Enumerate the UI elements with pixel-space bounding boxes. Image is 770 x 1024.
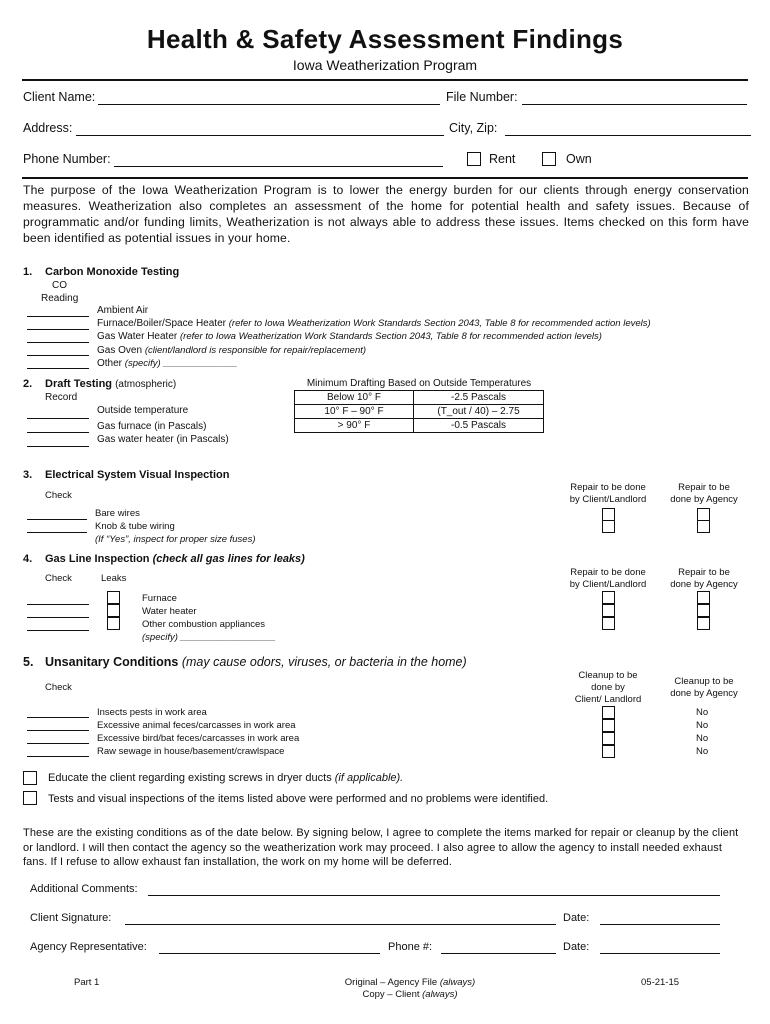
additional-comments-label: Additional Comments: xyxy=(30,883,138,895)
section3-col-check: Check xyxy=(45,490,72,501)
elec-item-knob-tube: Knob & tube wiring xyxy=(95,521,175,532)
gas-furnace-client-checkbox[interactable] xyxy=(602,591,615,604)
rent-checkbox[interactable] xyxy=(467,152,481,166)
gas-other-field[interactable] xyxy=(27,630,89,631)
gas-item-water-heater: Water heater xyxy=(142,606,197,617)
section3-repair-client-header: Repair to be done by Client/Landlord xyxy=(569,482,647,505)
gas-item-other: Other combustion appliances xyxy=(142,619,266,630)
drafting-cell: -2.5 Pascals xyxy=(414,391,544,405)
city-zip-field[interactable] xyxy=(505,135,751,136)
section4-col-leaks: Leaks xyxy=(101,573,127,584)
agreement-paragraph: These are the existing conditions as of the date below. By signing below, I agree to complete the items marked for repair or cleanup by the client or landlord. I will then contact the agency so the weatherization work may proceed. I also agree to allow the agency to install needed exhaust fans. If I refuse to allow exhaust fan installation, the work on my home will be deferred. xyxy=(23,827,739,868)
co-ambient-field[interactable] xyxy=(27,316,89,317)
unsanitary-bird-field[interactable] xyxy=(27,743,89,744)
gas-furnace-leak-checkbox[interactable] xyxy=(107,591,120,604)
file-number-field[interactable] xyxy=(522,104,747,105)
no-problems-checkbox[interactable] xyxy=(23,791,37,805)
rent-label: Rent xyxy=(489,152,516,166)
section1-number: 1. xyxy=(23,266,33,278)
file-number-label: File Number: xyxy=(446,90,518,104)
section2-title: Draft Testing (atmospheric) xyxy=(45,378,177,390)
drafting-cell: (T_out / 40) – 2.75 xyxy=(414,405,544,419)
gas-water-heater-client-checkbox[interactable] xyxy=(602,604,615,617)
drafting-table xyxy=(294,390,544,433)
co-item-oven: Gas Oven (client/landlord is responsible for repair/replacement) xyxy=(97,345,367,356)
co-item-water-heater: Gas Water Heater (refer to Iowa Weatherization Work Standards Section 2043, Table 8 for recommended action levels) xyxy=(97,331,602,342)
gas-water-heater-agency-checkbox[interactable] xyxy=(697,604,710,617)
section5-cleanup-agency-header: Cleanup to be done by Agency xyxy=(670,676,738,699)
unsanitary-sewage-field[interactable] xyxy=(27,756,89,757)
footer-part: Part 1 xyxy=(74,977,100,988)
phone-number-label: Phone Number: xyxy=(23,152,111,166)
no-problems-label: Tests and visual inspections of the items listed above were performed and no problems were identified. xyxy=(48,793,549,805)
unsanitary-animal-client-checkbox[interactable] xyxy=(602,719,615,732)
agency-phone-label: Phone #: xyxy=(388,941,433,953)
gas-furnace-agency-checkbox[interactable] xyxy=(697,591,710,604)
elec-knob-tube-field[interactable] xyxy=(27,532,87,533)
unsanitary-sewage-agency-value: No xyxy=(696,746,709,757)
section4-col-check: Check xyxy=(45,573,72,584)
co-furnace-field[interactable] xyxy=(27,329,89,330)
city-zip-label: City, Zip: xyxy=(449,121,498,135)
elec-knob-tube-client-checkbox[interactable] xyxy=(602,520,615,533)
header-rule xyxy=(22,79,748,81)
draft-furnace-field[interactable] xyxy=(27,432,89,433)
drafting-cell: Below 10° F xyxy=(295,391,414,405)
co-water-heater-field[interactable] xyxy=(27,342,89,343)
client-date-label: Date: xyxy=(563,912,590,924)
elec-knob-tube-agency-checkbox[interactable] xyxy=(697,520,710,533)
section5-cleanup-client-header: Cleanup to be done by Client/ Landlord xyxy=(574,670,642,705)
section5-col-check: Check xyxy=(45,682,72,693)
educate-client-checkbox[interactable] xyxy=(23,771,37,785)
draft-item-water-heater: Gas water heater (in Pascals) xyxy=(97,434,229,445)
client-date-field[interactable] xyxy=(600,924,720,925)
draft-outside-temp-field[interactable] xyxy=(27,418,89,419)
address-label: Address: xyxy=(23,121,73,135)
unsanitary-insects-field[interactable] xyxy=(27,717,89,718)
agency-date-label: Date: xyxy=(563,941,590,953)
section2-number: 2. xyxy=(23,378,33,390)
unsanitary-sewage-client-checkbox[interactable] xyxy=(602,745,615,758)
gas-water-heater-leak-checkbox[interactable] xyxy=(107,604,120,617)
unsanitary-item-bird: Excessive bird/bat feces/carcasses in work area xyxy=(97,733,300,744)
unsanitary-insects-agency-value: No xyxy=(696,707,709,718)
elec-note-fuses: (If “Yes”, inspect for proper size fuses) xyxy=(95,534,256,545)
draft-item-outside-temp: Outside temperature xyxy=(97,405,189,416)
drafting-row xyxy=(295,419,544,433)
unsanitary-animal-agency-value: No xyxy=(696,720,709,731)
drafting-row xyxy=(295,391,544,405)
unsanitary-insects-client-checkbox[interactable] xyxy=(602,706,615,719)
draft-item-furnace: Gas furnace (in Pascals) xyxy=(97,421,207,432)
section4-title: Gas Line Inspection (check all gas lines for leaks) xyxy=(45,553,305,565)
gas-item-specify: (specify) __________________ xyxy=(142,632,276,643)
section4-repair-agency-header: Repair to be done by Agency xyxy=(670,567,738,590)
section1-col-reading: Reading xyxy=(41,293,79,304)
agency-phone-field[interactable] xyxy=(441,953,556,954)
drafting-table-title: Minimum Drafting Based on Outside Temperatures xyxy=(306,378,532,389)
client-name-label: Client Name: xyxy=(23,90,96,104)
educate-client-label: Educate the client regarding existing screws in dryer ducts (if applicable). xyxy=(48,772,404,784)
address-field[interactable] xyxy=(76,135,444,136)
client-name-field[interactable] xyxy=(98,104,440,105)
section1-title: Carbon Monoxide Testing xyxy=(45,266,180,278)
client-signature-field[interactable] xyxy=(125,924,556,925)
section2-col-record: Record xyxy=(45,392,78,403)
gas-other-client-checkbox[interactable] xyxy=(602,617,615,630)
section3-title: Electrical System Visual Inspection xyxy=(45,469,230,481)
elec-bare-wires-field[interactable] xyxy=(27,519,87,520)
section3-repair-agency-header: Repair to be done by Agency xyxy=(670,482,738,505)
footer-distribution: Original – Agency File (always) Copy – Client (always) xyxy=(344,977,476,1000)
page-title: Health & Safety Assessment Findings xyxy=(146,24,624,54)
unsanitary-animal-field[interactable] xyxy=(27,730,89,731)
elec-item-bare-wires: Bare wires xyxy=(95,508,140,519)
page-subtitle: Iowa Weatherization Program xyxy=(292,57,478,73)
phone-number-field[interactable] xyxy=(114,166,443,167)
client-signature-label: Client Signature: xyxy=(30,912,112,924)
unsanitary-bird-client-checkbox[interactable] xyxy=(602,732,615,745)
own-checkbox[interactable] xyxy=(542,152,556,166)
drafting-cell: > 90° F xyxy=(295,419,414,433)
section4-repair-client-header: Repair to be done by Client/Landlord xyxy=(569,567,647,590)
client-rule xyxy=(22,177,748,179)
co-other-field[interactable] xyxy=(27,368,89,369)
section4-number: 4. xyxy=(23,553,33,565)
unsanitary-item-sewage: Raw sewage in house/basement/crawlspace xyxy=(97,746,285,757)
drafting-row xyxy=(295,405,544,419)
section3-number: 3. xyxy=(23,469,33,481)
gas-other-leak-checkbox[interactable] xyxy=(107,617,120,630)
intro-paragraph: The purpose of the Iowa Weatherization Program is to lower the energy burden for our clients through energy conservation measures. Weatherization also completes an assessment of the home for potential health and safety issues. Because of programmatic and/or funding limits, Weatherization is not always able to address these issues. Items checked on this form have been identified as potential issues in your home. xyxy=(23,183,749,245)
unsanitary-item-insects: Insects pests in work area xyxy=(97,707,207,718)
co-item-furnace: Furnace/Boiler/Space Heater (refer to Iowa Weatherization Work Standards Section 2043, Table 8 for recommended action levels) xyxy=(97,318,651,329)
section1-col-co: CO xyxy=(52,280,67,291)
footer-date: 05-21-15 xyxy=(641,977,680,988)
unsanitary-item-animal: Excessive animal feces/carcasses in work area xyxy=(97,720,296,731)
agency-rep-field[interactable] xyxy=(159,953,380,954)
drafting-cell: 10° F – 90° F xyxy=(295,405,414,419)
additional-comments-field[interactable] xyxy=(148,895,720,896)
gas-water-heater-field[interactable] xyxy=(27,617,89,618)
co-item-ambient: Ambient Air xyxy=(97,305,149,316)
section5-number: 5. xyxy=(23,655,34,669)
agency-rep-label: Agency Representative: xyxy=(30,941,147,953)
gas-furnace-field[interactable] xyxy=(27,604,89,605)
agency-date-field[interactable] xyxy=(600,953,720,954)
co-item-other: Other (specify) ______________ xyxy=(97,358,238,369)
gas-other-agency-checkbox[interactable] xyxy=(697,617,710,630)
gas-item-furnace: Furnace xyxy=(142,593,177,604)
drafting-cell: -0.5 Pascals xyxy=(414,419,544,433)
draft-water-heater-field[interactable] xyxy=(27,446,89,447)
co-oven-field[interactable] xyxy=(27,355,89,356)
own-label: Own xyxy=(566,152,592,166)
unsanitary-bird-agency-value: No xyxy=(696,733,709,744)
section5-title: Unsanitary Conditions (may cause odors, viruses, or bacteria in the home) xyxy=(45,655,467,669)
